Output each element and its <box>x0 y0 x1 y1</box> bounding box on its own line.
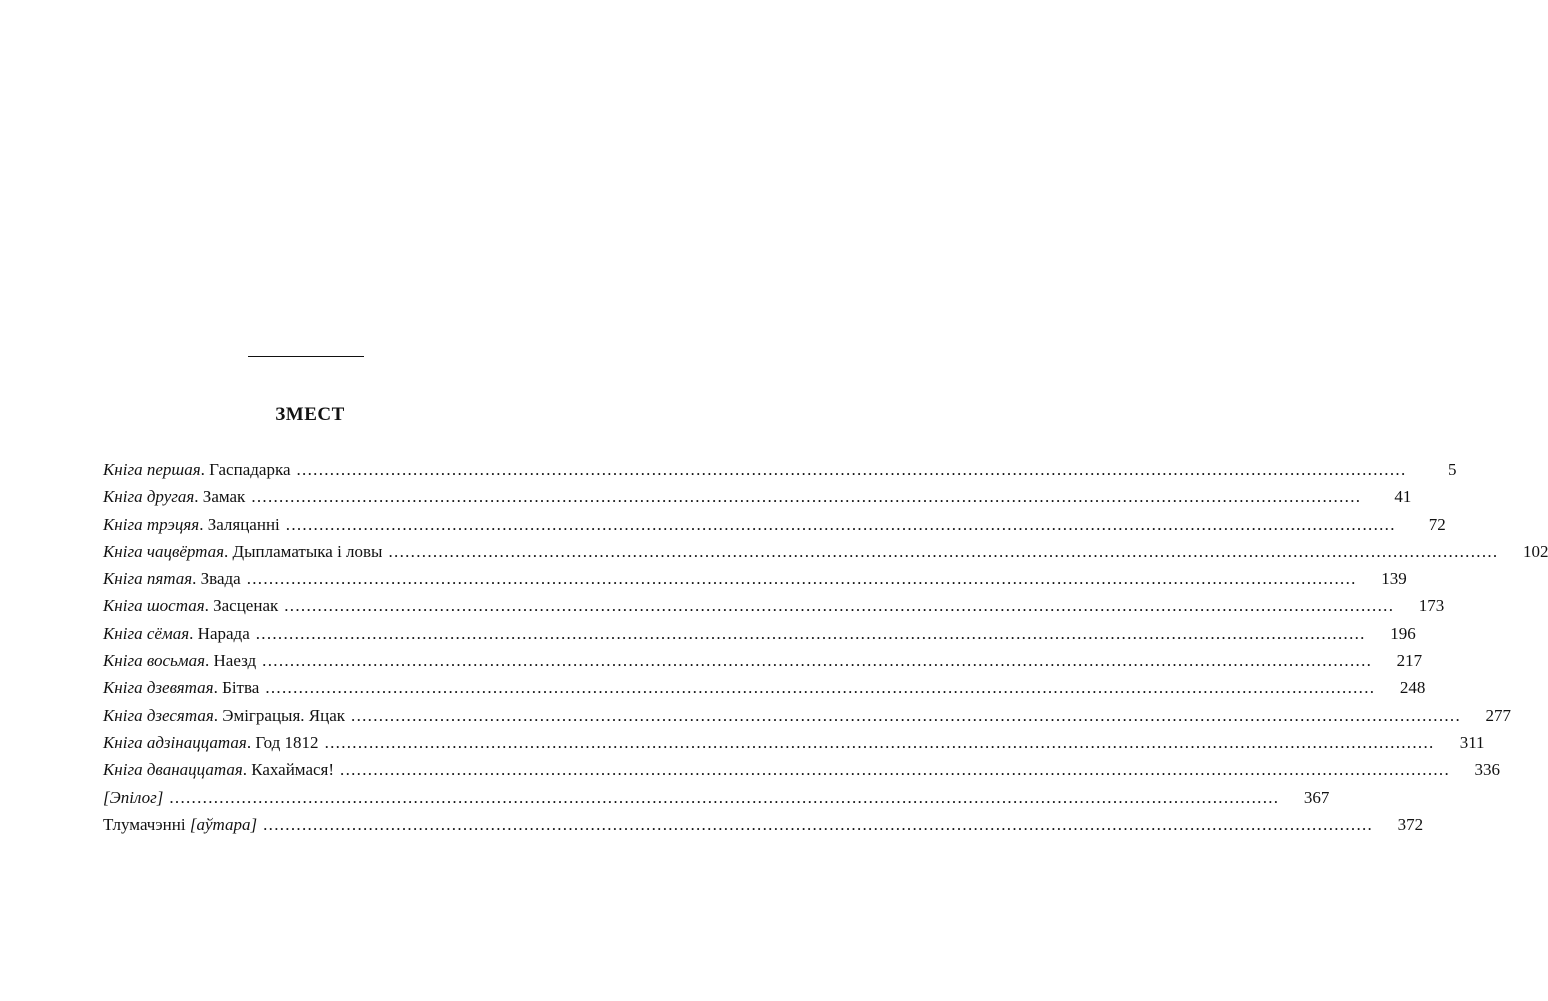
toc-row <box>103 511 1446 538</box>
toc-separator: . <box>213 705 223 725</box>
toc-entry-title-italic: [аўтара] <box>189 814 258 834</box>
toc-entry <box>103 456 291 483</box>
toc-entry-title: Нарада <box>197 623 250 643</box>
separator-rule <box>248 356 364 357</box>
toc-entry <box>103 592 278 619</box>
toc-book-label: Кніга чацвёртая <box>103 541 225 561</box>
toc-page-number: 139 <box>1381 569 1407 589</box>
toc-entry <box>103 565 241 592</box>
toc-entry-title: Замак <box>202 487 246 507</box>
toc-entry-title: Тлумачэнні <box>103 814 190 834</box>
toc-entry-title: Заляцанні <box>207 514 280 534</box>
toc-book-label: Кніга адзінаццатая <box>103 732 247 752</box>
toc-page-number: 173 <box>1418 596 1445 616</box>
toc-entry-title: Год 1812 <box>255 732 319 752</box>
toc-separator: . <box>194 487 203 507</box>
toc-entry-title: Бітва <box>222 678 260 698</box>
toc-leader-dots: ........................................................................................................................................................................................................ <box>324 732 1435 752</box>
toc-leader-dots: ........................................................................................................................................................................................................ <box>262 651 1373 671</box>
toc-book-label: Кніга пятая <box>103 569 193 589</box>
toc-leader-dots: ........................................................................................................................................................................................................ <box>296 460 1407 479</box>
toc-row <box>103 702 1512 729</box>
toc-page-number: 248 <box>1399 678 1426 698</box>
toc-row <box>103 674 1426 701</box>
toc-separator: . <box>224 541 233 561</box>
toc-row <box>103 784 1330 811</box>
toc-page-number: 367 <box>1303 787 1330 807</box>
toc-entry-title: Засценак <box>213 596 279 616</box>
toc-page-number: 196 <box>1390 623 1416 643</box>
toc-entry-title: Дыпламатыка і ловы <box>232 541 383 561</box>
toc-entry <box>103 511 280 538</box>
toc-separator: . <box>242 760 252 780</box>
toc-separator: . <box>189 623 198 643</box>
table-of-contents <box>103 456 1548 838</box>
toc-separator: . <box>205 651 214 671</box>
toc-page-number: 217 <box>1396 651 1423 671</box>
toc-entry <box>103 729 319 756</box>
toc-separator: . <box>204 596 214 616</box>
toc-leader-dots: ........................................................................................................................................................................................................ <box>265 678 1376 698</box>
toc-book-label: Кніга трэцяя <box>103 514 200 534</box>
toc-row <box>103 729 1485 756</box>
toc-entry-title: Эміграцыя. Яцак <box>222 705 346 725</box>
toc-leader-dots: ........................................................................................................................................................................................................ <box>284 596 1395 616</box>
toc-entry <box>103 620 250 647</box>
toc-row <box>103 647 1423 674</box>
toc-entry-title: Наезд <box>213 651 257 671</box>
toc-entry-title: Гаспадарка <box>209 460 291 479</box>
toc-row <box>103 483 1412 510</box>
toc-book-label: Кніга восьмая <box>103 651 206 671</box>
toc-leader-dots: ........................................................................................................................................................................................................ <box>285 514 1396 534</box>
toc-separator: . <box>246 732 256 752</box>
toc-entry <box>103 702 345 729</box>
toc-book-label: Кніга сёмая <box>103 623 190 643</box>
toc-book-label: Кніга дзесятая <box>103 705 214 725</box>
toc-book-label: [Эпілог] <box>103 787 164 807</box>
toc-page-number: 336 <box>1474 760 1501 780</box>
toc-row <box>103 456 1457 483</box>
toc-row <box>103 620 1416 647</box>
toc-leader-dots: ........................................................................................................................................................................................................ <box>351 705 1462 725</box>
toc-row <box>103 565 1407 592</box>
toc-page-number: 5 <box>1448 460 1457 479</box>
toc-entry-title: Кахаймася! <box>251 760 335 780</box>
toc-row <box>103 756 1501 783</box>
toc-page-number: 41 <box>1394 487 1412 507</box>
toc-page-number: 72 <box>1428 514 1446 534</box>
toc-entry <box>103 483 245 510</box>
toc-leader-dots: ........................................................................................................................................................................................................ <box>340 760 1451 780</box>
toc-row <box>103 592 1445 619</box>
toc-leader-dots: ........................................................................................................................................................................................................ <box>169 787 1280 807</box>
toc-leader-dots: ........................................................................................................................................................................................................ <box>251 487 1362 507</box>
toc-entry <box>103 647 256 674</box>
toc-separator: . <box>213 678 223 698</box>
toc-row <box>103 811 1424 838</box>
toc-entry <box>103 811 257 838</box>
toc-separator: . <box>192 569 201 589</box>
toc-entry-title: Звада <box>200 569 241 589</box>
toc-page-number: 311 <box>1459 732 1485 752</box>
toc-entry <box>103 538 382 565</box>
toc-leader-dots: ........................................................................................................................................................................................................ <box>255 623 1366 643</box>
toc-separator: . <box>200 460 210 479</box>
toc-page-number: 372 <box>1397 814 1424 834</box>
toc-leader-dots: ........................................................................................................................................................................................................ <box>388 541 1499 561</box>
toc-entry <box>103 784 163 811</box>
toc-book-label: Кніга першая <box>103 460 201 479</box>
toc-entry <box>103 674 259 701</box>
toc-leader-dots: ........................................................................................................................................................................................................ <box>246 569 1357 589</box>
toc-leader-dots: ........................................................................................................................................................................................................ <box>263 814 1374 834</box>
toc-page-number: 102 <box>1522 541 1548 561</box>
toc-title: ЗМЕСТ <box>275 404 345 425</box>
toc-book-label: Кніга другая <box>103 487 195 507</box>
toc-book-label: Кніга дванаццатая <box>103 760 243 780</box>
toc-book-label: Кніга шостая <box>103 596 205 616</box>
toc-book-label: Кніга дзевятая <box>103 678 214 698</box>
toc-page-number: 277 <box>1485 705 1512 725</box>
toc-entry <box>103 756 334 783</box>
toc-separator: . <box>199 514 208 534</box>
toc-row <box>103 538 1548 565</box>
